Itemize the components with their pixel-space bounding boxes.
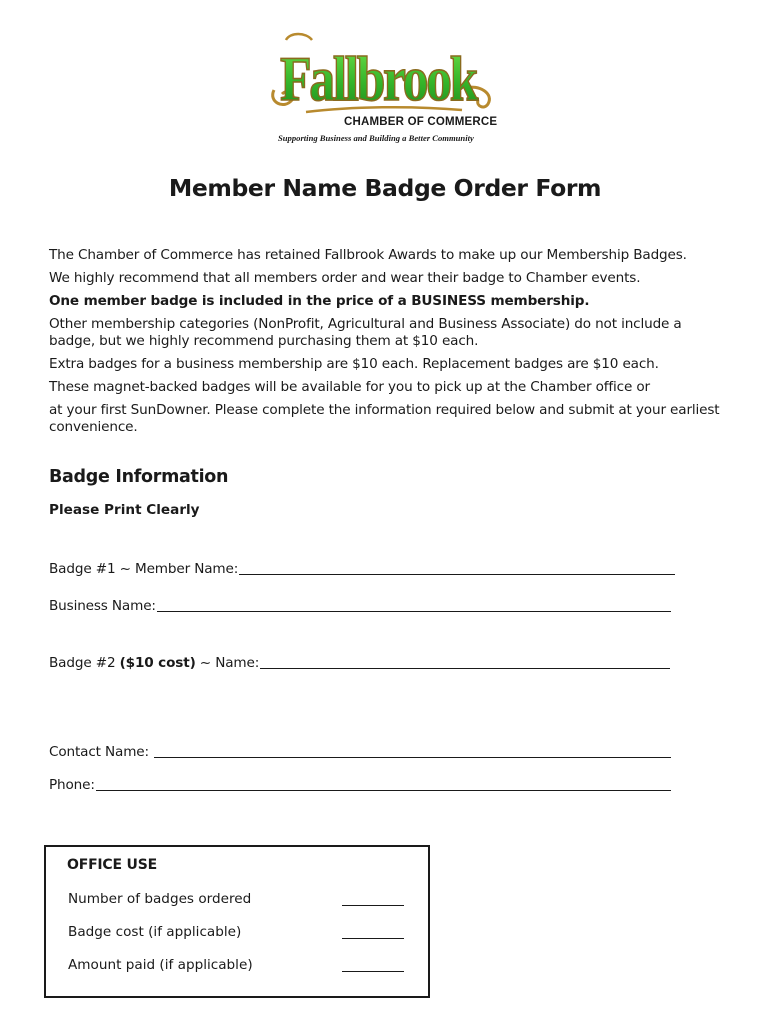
office-row-blank[interactable]	[342, 924, 404, 939]
phone-field[interactable]	[49, 775, 671, 793]
business-name-input-line[interactable]	[157, 611, 671, 612]
badge1-member-name-field[interactable]	[49, 559, 675, 577]
chamber-of-commerce-text: CHAMBER OF COMMERCE	[344, 116, 498, 128]
logo-tagline: Supporting Business and Building a Better Community	[278, 133, 474, 143]
badge-information-heading: Badge Information	[49, 467, 229, 487]
office-row-label: Amount paid (if applicable)	[68, 957, 253, 973]
office-row-blank[interactable]	[342, 957, 404, 972]
contact-name-input-line[interactable]	[154, 757, 671, 758]
print-clearly-note: Please Print Clearly	[49, 502, 200, 518]
intro-line-1: The Chamber of Commerce has retained Fallbrook Awards to make up our Membership Badges.	[49, 247, 687, 263]
intro-line-3: One member badge is included in the price of a BUSINESS membership.	[49, 293, 590, 309]
badge1-input-line[interactable]	[239, 574, 675, 575]
contact-name-label: Contact Name:	[49, 744, 154, 760]
badge2-name-field[interactable]	[49, 653, 670, 671]
intro-line-4: Other membership categories (NonProfit, Agricultural and Business Associate) do not include a	[49, 316, 682, 332]
badge2-label	[49, 655, 259, 671]
intro-line-9: convenience.	[49, 419, 138, 435]
office-row-label: Badge cost (if applicable)	[68, 924, 242, 940]
fallbrook-logo-graphic	[266, 28, 498, 118]
badge1-label: Badge #1 ~ Member Name:	[49, 561, 239, 577]
phone-label: Phone:	[49, 777, 95, 793]
phone-input-line[interactable]	[96, 790, 671, 791]
intro-line-8: at your first SunDowner. Please complete the information required below and submit at your earliest	[49, 402, 720, 418]
chamber-logo	[266, 28, 498, 150]
office-row-badge-cost	[68, 924, 404, 940]
page-title: Member Name Badge Order Form	[168, 174, 602, 202]
business-name-label: Business Name:	[49, 598, 156, 614]
intro-line-7: These magnet-backed badges will be available for you to pick up at the Chamber office or	[49, 379, 650, 395]
badge2-suffix: ~ Name:	[195, 655, 260, 671]
intro-line-5: badge, but we highly recommend purchasing them at $10 each.	[49, 333, 479, 349]
office-row-blank[interactable]	[342, 891, 404, 906]
contact-name-field[interactable]	[49, 742, 671, 760]
office-use-heading: OFFICE USE	[67, 857, 157, 873]
intro-line-6: Extra badges for a business membership are $10 each. Replacement badges are $10 each.	[49, 356, 659, 372]
badge2-prefix: Badge #2	[49, 655, 120, 671]
office-row-badges-ordered	[68, 891, 404, 907]
logo-wordmark: Fallbrook	[280, 43, 479, 114]
business-name-field[interactable]	[49, 596, 671, 614]
intro-line-2: We highly recommend that all members order and wear their badge to Chamber events.	[49, 270, 641, 286]
office-use-box	[44, 845, 430, 998]
office-row-amount-paid	[68, 957, 404, 973]
office-row-label: Number of badges ordered	[68, 891, 252, 907]
badge2-cost: ($10 cost)	[119, 655, 196, 671]
badge2-input-line[interactable]	[260, 668, 670, 669]
